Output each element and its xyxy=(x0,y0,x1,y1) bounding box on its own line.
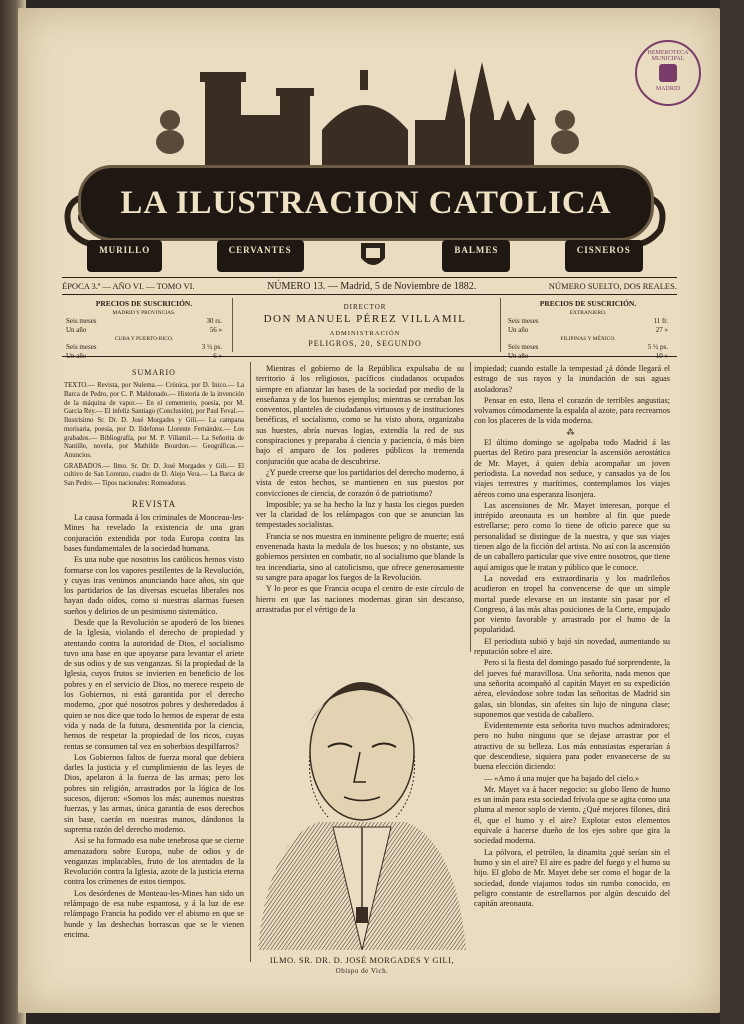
paragraph: Así se ha formado esa nube tenebrosa que se cierne amenazadora sobre Europa, nube de odios y de venganzas implacables, fruto de los atentados de la Revolución contra la Iglesia, azote de la justicia eterna contra los crímenes de estos tiempos. xyxy=(64,836,244,887)
price-label: Un año xyxy=(508,326,529,334)
name-cisneros: CISNEROS xyxy=(565,240,643,272)
title-banner xyxy=(78,165,654,241)
paragraph: Evidentemente esta señorita tuvo muchos admiradores; pero no hubo ninguno que se dejase arrastrar por el atractivo de su belleza. Los más entusiastas esperarían á que descendiese, siquiera para poder envanecerse de su buena elección diciendo: xyxy=(474,721,670,772)
sumario-heading: SUMARIO xyxy=(132,368,176,377)
price-value: 6 » xyxy=(213,352,222,360)
sumario-text: TEXTO.— Revista, por Nulema.— Crónica, por D. Inico.— La Barca de Pedro, por C. P. Maldonado.— Historia de la invención de la máquina de vapor.— En el cementerio, poesía, por M. García Rey.— El infeliz Santiago (Conclusión), por Paul Feval.— Ilustrísimo Sr. Dr. D. José Morgades y Gili.— La campana morisaria, poesía, por D. Ildefonso Llorente Fernández.— Los grabados.— Bibliografía, por M. P. Villamil.— La Señorita de Nantille, novela, por Mathilde Bourdon.— Geográficas.— Anuncios. xyxy=(64,382,244,459)
paragraph: Y lo peor es que Francia ocupa el centro de este círculo de hierro en que las naciones modernas giran sin descanso, arrastradas por el vértigo de la xyxy=(256,584,464,614)
paragraph: Mr. Mayet va á hacer negocio: su globo lleno de humo es un imán para esta sociedad frívola que se agita como una pluma al menor soplo de viento. ¿Qué mejores filones, dirá él, que el humo y el aire? Explotar estos elementos equivale á hacerse dueño de los ejes sobre que gira la sociedad moderna. xyxy=(474,784,670,846)
paragraph: Mientras el gobierno de la República expulsaba de su territorio á los religiosos, pacíficos ciudadanos ocupados siempre en afianzar las bases de la sociedad por medio de la enseñanza y de los buenos ejemplos; mientras se cerraban los conventos, planteles de ciudadanos virtuosos y de instituciones benéficas, el socialismo, como se ha visto ahora, organizaba sus huestes, abría nuevas logias, extendía la red de sus conspiraciones y preparaba á ciencia y paciencia, ó más bien bajo el amparo de los poderes públicos la tremenda conjuración que acaba de descubrirse. xyxy=(256,364,464,466)
issue-price: NÚMERO SUELTO, DOS REALES. xyxy=(548,281,677,291)
stamp-top-text: HEMEROTECA MUNICIPAL xyxy=(647,50,689,62)
paragraph: ¿Y puede creerse que los partidarios del derecho moderno, á vista de estos hechos, se mantienen en sus puestos por convicciones de ciencia, de corazón ó de patriotismo? xyxy=(256,467,464,498)
masthead xyxy=(60,60,670,275)
rule-mid xyxy=(62,294,677,295)
newspaper-title: LA ILUSTRACION CATOLICA xyxy=(120,184,612,221)
paragraph: impiedad; cuando estalle la tempestad ¿á dónde llegará el estrago de sus rayos y la inundación de sus aguas asoladoras? xyxy=(474,364,670,394)
caption-title: ILMO. SR. DR. D. JOSÉ MORGADES Y GILI, xyxy=(269,955,455,965)
sumario-grabados: GRABADOS.— Ilmo. Sr. Dr. D. José Morgades y Gili.— El cultivo de San Lorenzo, cuadro de D. Alejo Vera.— La Barca de San Pedro.— Tipos nacionales: Romeadoras. xyxy=(64,462,244,488)
price-value: 5 ½ ps. xyxy=(647,343,668,351)
patron-names xyxy=(60,240,670,272)
section-ornament: ⁂ xyxy=(566,427,578,437)
name-balmes: BALMES xyxy=(442,240,510,272)
library-stamp xyxy=(635,40,701,106)
paragraph: Los Gobiernos faltos de fuerza moral que debiera darles la justicia y el cumplimiento de las leyes de Dios, apelaron á la fuerza de las armas; pero los pobres sin religión, arrastrados por la lógica de los sucesos, dijeron: «Somos los más; aunemos nuestras fuerzas, y las armas, única garantía de esos derechos sin base, caerán en nuestras manos, dándonos la suprema razón del derecho moderno. xyxy=(64,752,244,834)
prices-left-title: PRECIOS DE SUSCRICIÓN. xyxy=(95,299,193,308)
paragraph: La pólvora, el petróleo, la dinamita ¿qué serían sin el humo y sin el aire? El aire es padre del fuego y el humo su hijo. El globo de Mr. Mayet debe ser como el hogar de la sociedad, donde viajamos todos sin rumbo conocido, en peligro constante de estrellarnos por algún descuido del capitán areonauta. xyxy=(474,847,670,909)
name-cervantes: CERVANTES xyxy=(217,240,304,272)
coat-of-arms-icon xyxy=(358,240,388,272)
price-value: 56 » xyxy=(209,326,222,334)
caption-subtitle: Obispo de Vich. xyxy=(335,967,389,975)
price-value: 11 fr. xyxy=(653,317,668,325)
price-row xyxy=(66,343,222,351)
prices-left-box xyxy=(66,299,222,360)
paragraph: Pensar en esto, llena el corazón de terribles angustias; volvamos cómodamente la espalda al azote, para recrearnos con los placeres de la vida moderna. xyxy=(474,395,670,426)
prices-right-box xyxy=(508,299,668,360)
paragraph: Las ascensiones de Mr. Mayet interesan, porque el intrépido areonauta es un hombre al fin que puede estrellarse; pero como lo tiene de oficio parece que su personalidad se distingue de la nuestra, y que sus viajes tienen algo de la ficción del artista. No así con la ascensión de un caballero particular que vive entre nosotros, que tiene aquí amigos que le tratan y público que le conoce. xyxy=(474,500,670,572)
paragraph: La novedad era extraordinaria y los madrileños acudieron en tropel ha convencerse de que un simple mortal puede elevarse en un instante sin pasar por el Congreso, á las más altas posiciones de la Corte, empujado por viento favorable y arrastrado por el humo de la popularidad. xyxy=(474,573,670,635)
prices-right-title: PRECIOS DE SUSCRICIÓN. xyxy=(539,299,637,308)
paragraph: La causa formada á los criminales de Monceau-les-Mines ha revelado la existencia de una gran conjuración extendida por toda Europa contra las bases fundamentales de la sociedad humana. xyxy=(64,513,244,553)
director-label: DIRECTOR xyxy=(343,303,387,311)
portrait-icon xyxy=(248,652,476,950)
column-divider xyxy=(470,362,471,652)
director-block xyxy=(240,303,490,348)
price-label: Seis meses xyxy=(508,317,539,325)
price-row xyxy=(508,326,668,334)
bishop-portrait-engraving xyxy=(248,652,476,950)
prices-right-sub2: FILIPINAS Y MÉXICO. xyxy=(560,336,616,342)
revista-heading: REVISTA xyxy=(131,498,177,509)
paragraph: Los desórdenes de Monteau-les-Mines han sido un relámpago de esa nube espantosa, y á la luz de ese relámpago Francia ha podido ver el abismo en que se hunde y las deshechas borrascas que se le vienen encima. xyxy=(64,888,244,939)
prices-left-sub1: MADRID Y PROVINCIAS. xyxy=(112,310,176,316)
paragraph: Imposible; ya se ha hecho la luz y hasta los ciegos pueden ver la claridad de los relámpagos con que se anuncian las tempestades socialistas. xyxy=(256,499,464,530)
middle-column xyxy=(256,364,464,649)
paragraph: Desde que la Revolución se apoderó de los bienes de la Iglesia, violando el derecho de propiedad y atentando contra la autoridad de Dios, el socialismo tuvo una base en que apoyarse para levantar el ariete de sus odios y de sus venganzas. Si la propiedad de la Iglesia, cuyos frutos se invierten en beneficio de los pobres y en el servicio de Dios, no merece respeto de los Gobiernos, ni está garantida por el derecho moderno, ¿por qué nosotros pobres y desheredados á quien se nos dice que todo lo hemos de esperar de esta vida y nada de la futura, desmentida por la ciencia, hemos de respetar la propiedad de los ricos, cuyas rentas se consumen tal vez en soberbios despilfarros? xyxy=(64,618,244,751)
price-label: Un año xyxy=(66,352,87,360)
admin-label: ADMINISTRACIÓN xyxy=(329,330,401,337)
director-name: DON MANUEL PÉREZ VILLAMIL xyxy=(263,313,467,325)
price-label: Un año xyxy=(66,326,87,334)
rule-header-bottom xyxy=(62,356,677,357)
stamp-bottom-text: MADRID xyxy=(655,86,681,92)
price-value: 30 rs. xyxy=(206,317,222,325)
price-row xyxy=(508,343,668,351)
paragraph: Francia se nos muestra en inminente peligro de muerte; está envenenada hasta la medula de los huesos; y no obstante, sus gobiernos persisten en combatir, no al socialismo que blande la tea incendiaria, sino al catolicismo, que ofrece generosamente su sangre para apagar los fuegos de la Revolución. xyxy=(256,531,464,582)
paragraph: El periodista subió y bajó sin novedad, aumentando su reputación sobre el aire. xyxy=(474,636,670,657)
issue-info xyxy=(62,281,677,292)
price-row xyxy=(508,317,668,325)
paragraph: Es una nube que nosotros los católicos hemos visto formarse con los vapores pestilentes de la Revolución, y cuyas iras venimos anunciando hace años, sin que los partidarios de las diversas escuelas liberales nos hayan dado oídos, como si nuestras alarmas fuesen sueños y delirios de un pesimismo sistemático. xyxy=(64,555,244,616)
admin-address: PELIGROS, 20, SEGUNDO xyxy=(308,339,422,348)
price-label: Seis meses xyxy=(508,343,539,351)
price-row xyxy=(66,326,222,334)
right-column xyxy=(474,364,670,976)
rule-top xyxy=(62,277,677,278)
price-label: Seis meses xyxy=(66,317,97,325)
price-value: 10 » xyxy=(655,352,668,360)
paragraph: El último domingo se agolpaba todo Madrid á las puertas del Retiro para presenciar la ascensión aerostática de Mr. Mayet, á quien debía acompañar un joven periodista. La novedad nos seduce, y cansados ya de los viajes terrestres y marítimos, contemplamos los viajes aéreos como una esperanza lisonjera. xyxy=(474,438,670,499)
paragraph: — «Amo á una mujer que ha bajado del cielo.» xyxy=(484,773,640,783)
price-label: Seis meses xyxy=(66,343,97,351)
paragraph: Pero si la fiesta del domingo pasado fué sorprendente, la del jueves fué maravillosa. Una señorita, nada menos que una señorita acompañó al capitán Mayet en su expedición aérea, elevándose sobre todas las señoritas de Madrid sin galas, sin blondas, sin afeites sin lujo de ninguna clase; suponemos que vestida de caballero. xyxy=(474,658,670,719)
divider xyxy=(232,298,233,352)
divider xyxy=(500,298,501,352)
price-value: 27 » xyxy=(655,326,668,334)
prices-left-sub2: CUBA Y PUERTO-RICO. xyxy=(114,336,174,342)
name-murillo: MURILLO xyxy=(87,240,162,272)
page-edge-shadow xyxy=(720,0,744,1024)
issue-number-date: NÚMERO 13. — Madrid, 5 de Noviembre de 1882. xyxy=(267,281,477,292)
issue-epoch: ÉPOCA 3.ª — AÑO VI. — TOMO VI. xyxy=(62,281,195,291)
price-row xyxy=(66,317,222,325)
portrait-caption xyxy=(248,955,476,975)
price-value: 3 ½ ps. xyxy=(201,343,222,351)
prices-right-sub1: EXTRANJERO. xyxy=(569,310,607,316)
stamp-emblem-icon xyxy=(659,64,677,82)
left-column xyxy=(64,364,244,976)
cathedral-skyline-illustration xyxy=(60,60,670,170)
price-label: Un año xyxy=(508,352,529,360)
